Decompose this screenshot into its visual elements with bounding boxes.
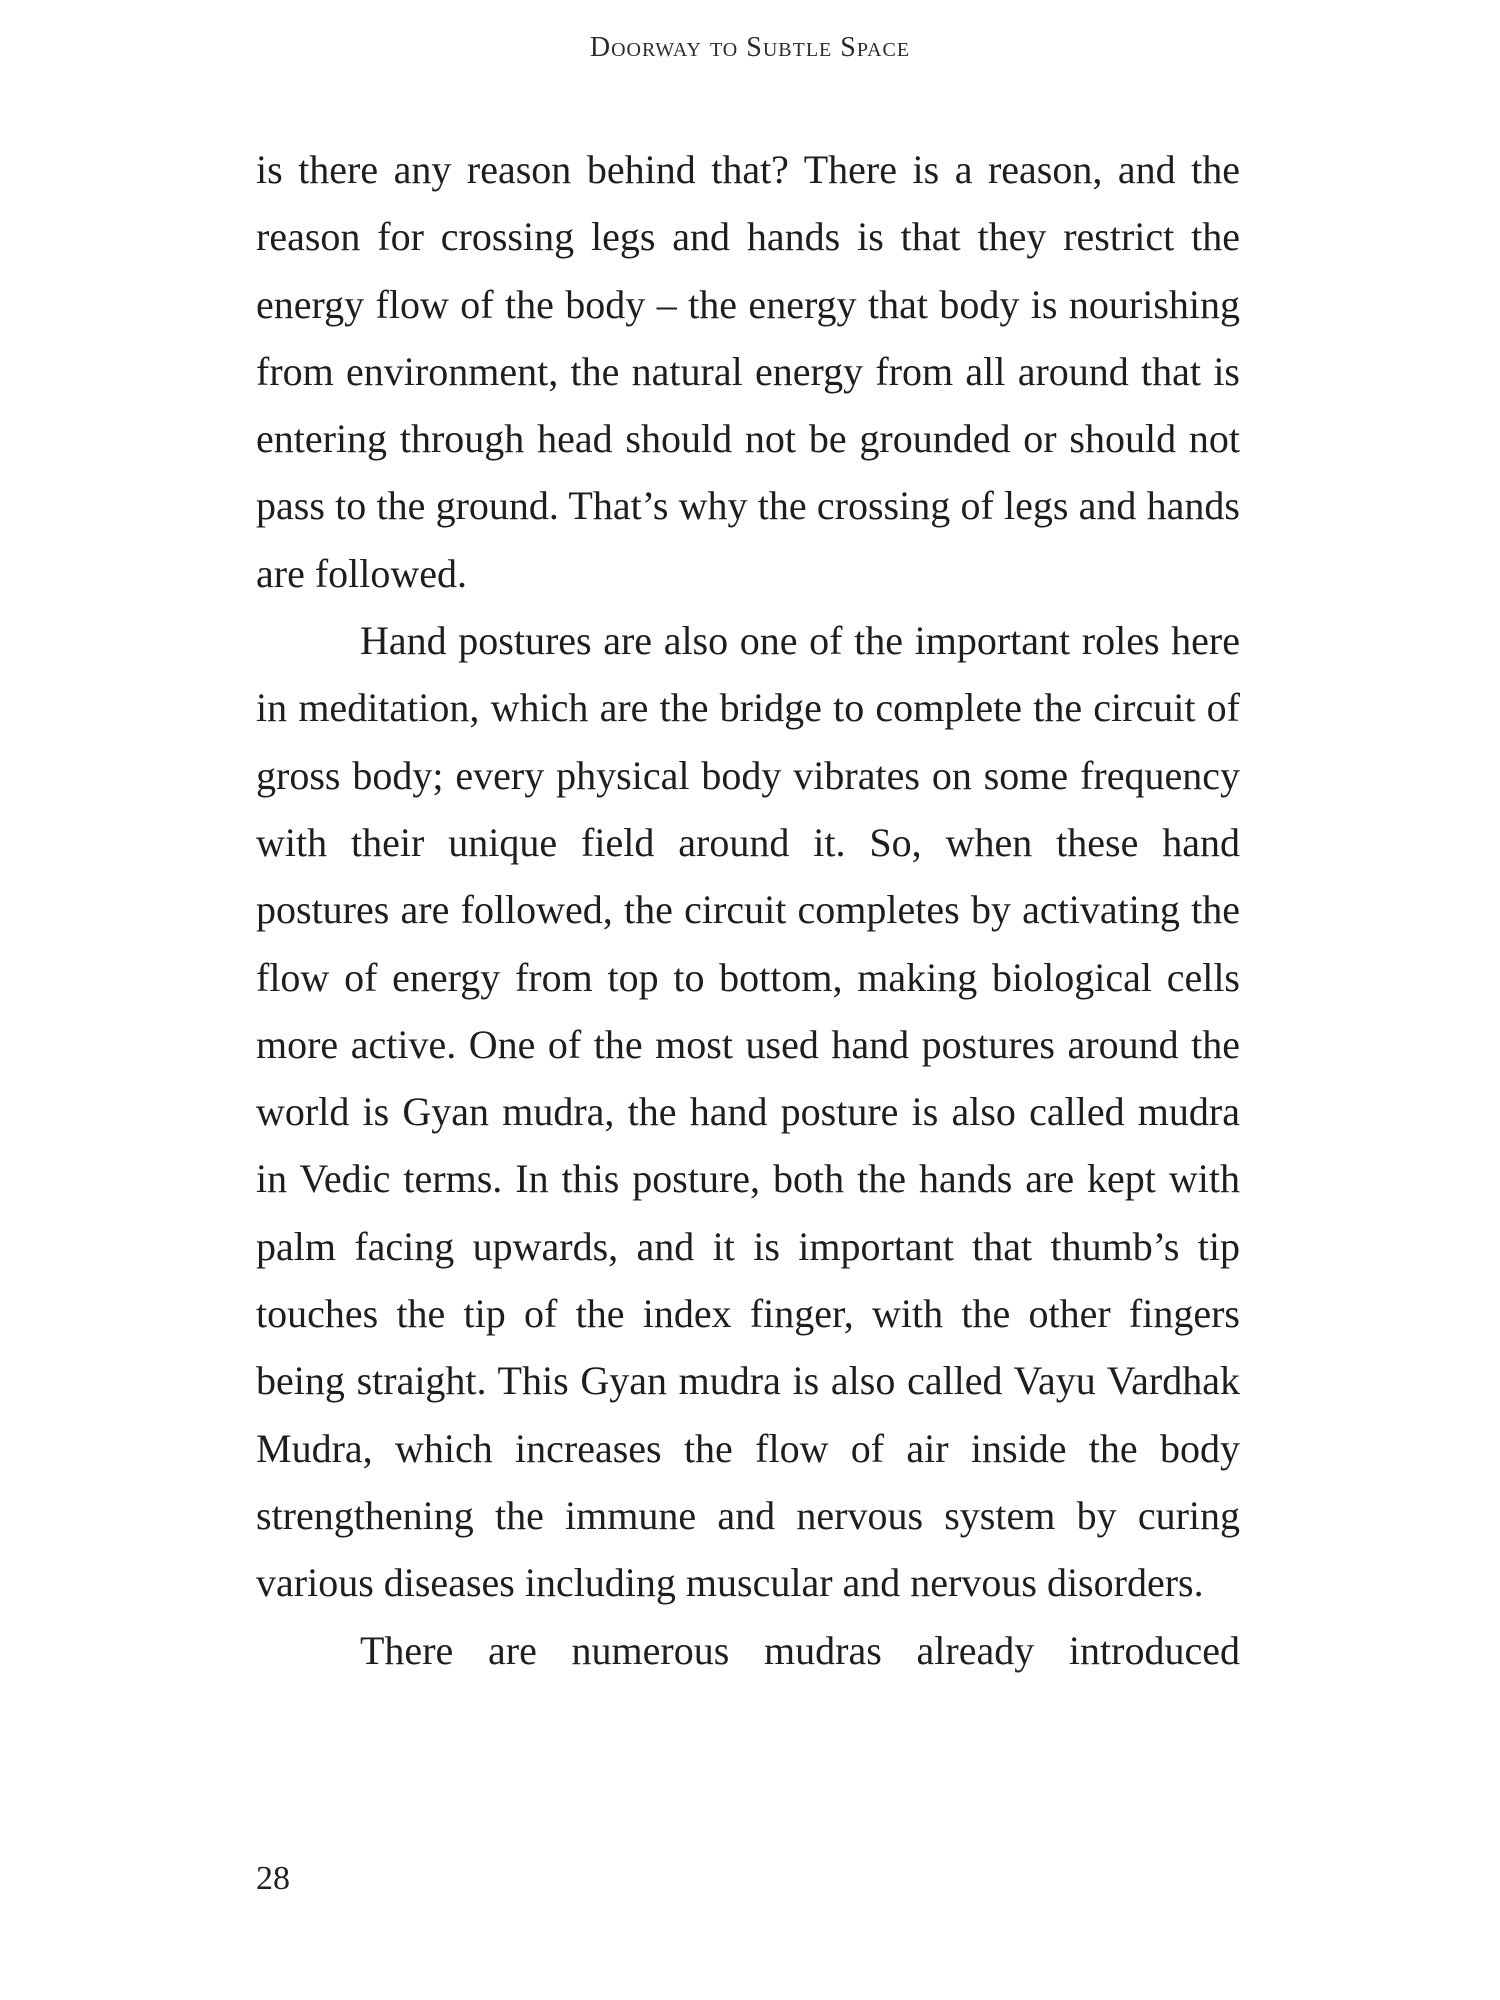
paragraph-continued: is there any reason behind that? There is a reason, and the reason for crossing legs and hands is that they restrict the energy flow of the body – the energy that body is nourishing from environment, the natural energy from all around that is entering through head should not be grounded or should not pass to the ground. That’s why the crossing of legs and hands are followed. (256, 147, 1240, 596)
paragraph-hand-postures: Hand postures are also one of the important roles here in meditation, which are the bridge to complete the circuit of gross body; every physical body vibrates on some frequency with their unique field around it. So, when these hand postures are followed, the circuit completes by activating the flow of energy from top to bottom, making biological cells more active. One of the most used hand postures around the world is Gyan mudra, the hand posture is also called mudra in Vedic terms. In this posture, both the hands are kept with palm facing upwards, and it is important that thumb’s tip touches the tip of the index finger, with the other fingers being straight. This Gyan mudra is also called Vayu Vardhak Mudra, which increases the flow of air inside the body strengthening the immune and nervous system by curing various diseases including muscular and nervous disorders. (256, 618, 1240, 1606)
running-head: Doorway to Subtle Space (589, 32, 911, 63)
page-number: 28 (256, 1860, 290, 1897)
body-text (256, 136, 1240, 1684)
paragraph-mudras: There are numerous mudras already introduced (360, 1627, 1240, 1673)
